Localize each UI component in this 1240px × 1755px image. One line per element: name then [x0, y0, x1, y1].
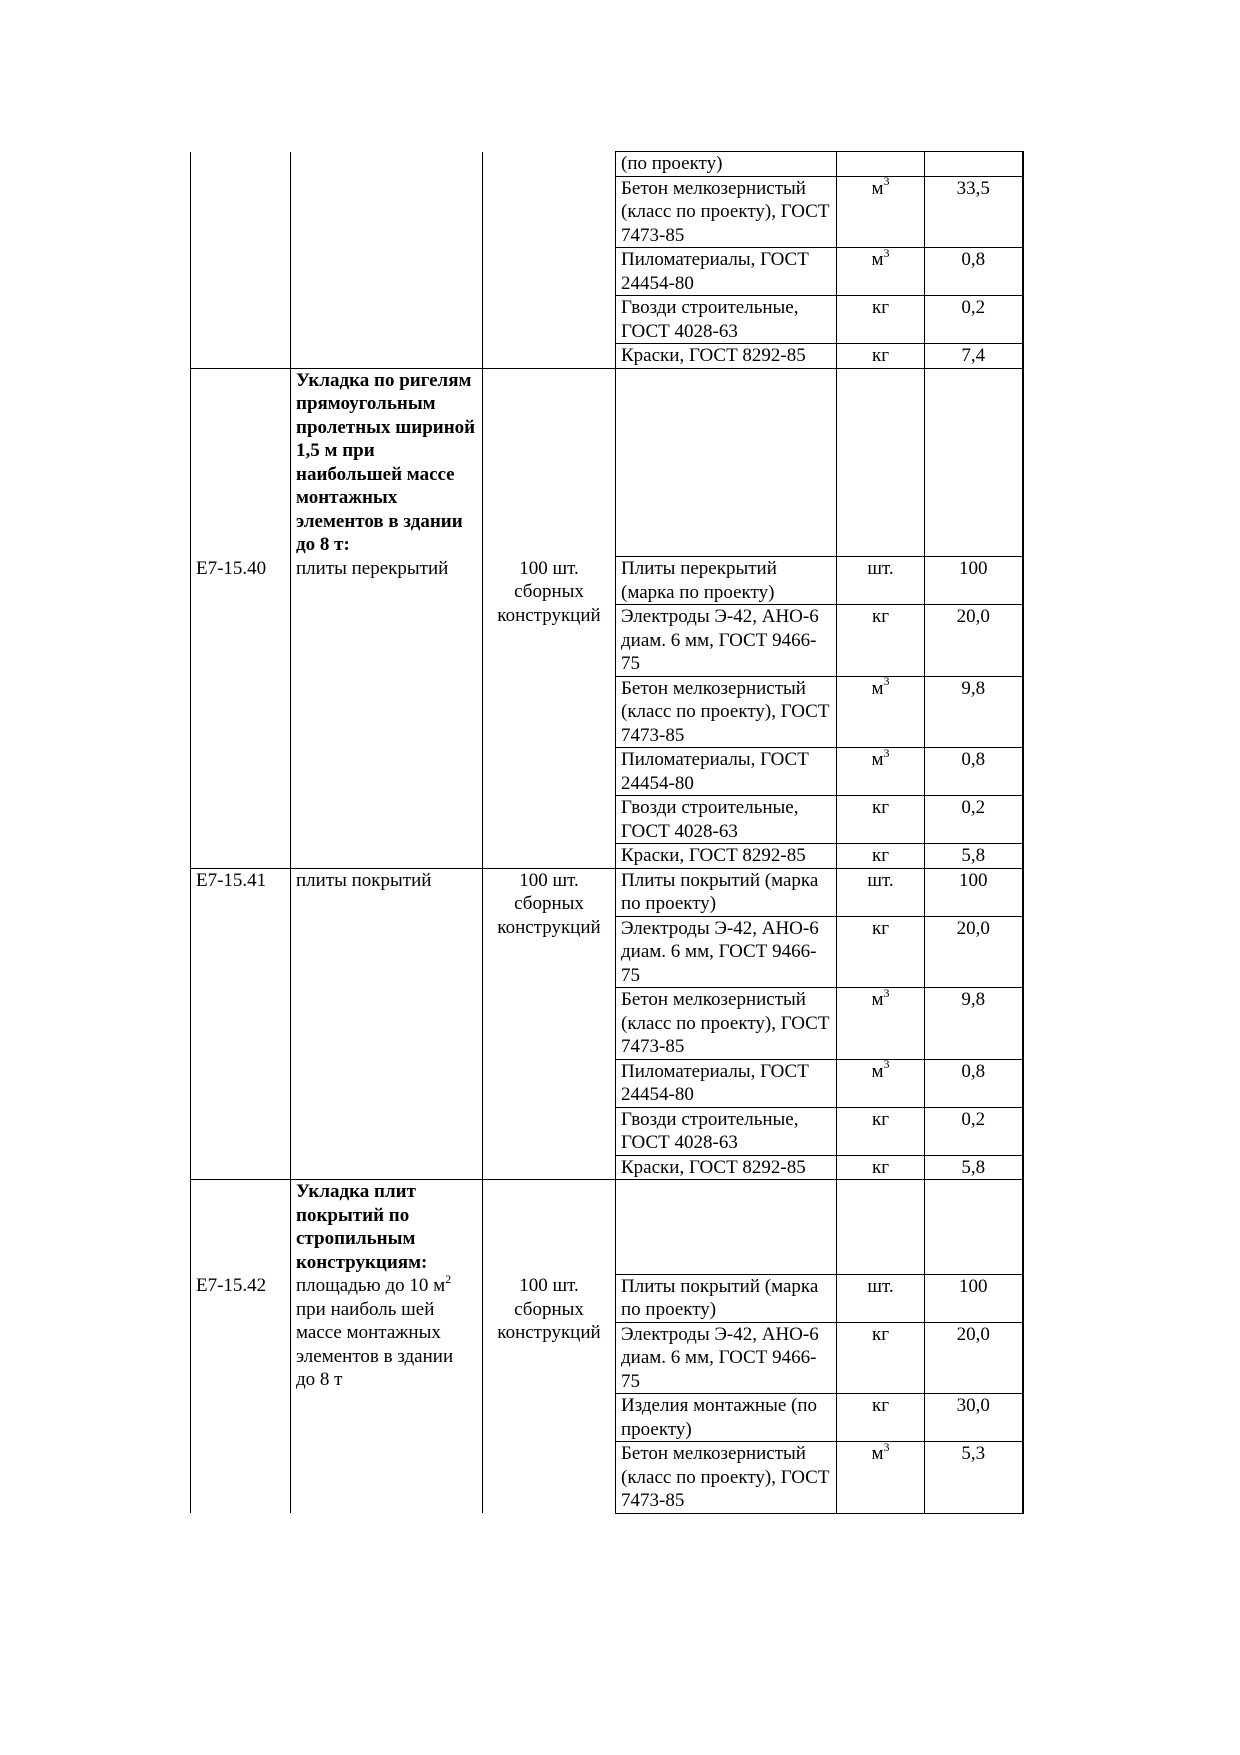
work-name-cell [291, 152, 483, 369]
qty-cell [925, 152, 1023, 177]
qty-cell: 0,2 [925, 1107, 1023, 1155]
unit-cell: шт. [837, 1274, 925, 1322]
meter-cell: 100 шт. сборных конструкций [483, 868, 616, 1180]
work-name-cell: площадью до 10 $м^2$ при наиболь шей массе монтажных элементов в здании до 8 т [291, 1274, 483, 1513]
meter-cell [483, 152, 616, 369]
qty-cell: 30,0 [925, 1394, 1023, 1442]
qty-cell: 20,0 [925, 605, 1023, 677]
unit-cell: кг [837, 605, 925, 677]
qty-cell: 0,2 [925, 796, 1023, 844]
unit-cell: $м^3$ [837, 1059, 925, 1107]
unit-cell: кг [837, 916, 925, 988]
section-heading: Укладка по ригелям прямоугольным пролетных шириной 1,5 м при наибольшей массе монтажных элементов в здании до 8 т: [291, 368, 483, 557]
table-row [191, 1274, 1023, 1322]
material-cell: (по проекту) [616, 152, 837, 177]
unit-cell: $м^3$ [837, 676, 925, 748]
section-heading: Укладка плит покрытий по стропильным конструкциям: [291, 1180, 483, 1275]
code-cell: Е7-15.42 [191, 1274, 291, 1513]
material-cell: Электроды Э-42, АНО-6 диам. 6 мм, ГОСТ 9466-75 [616, 605, 837, 677]
meter-cell: 100 шт. сборных конструкций [483, 1274, 616, 1513]
table-row [191, 152, 1023, 177]
qty-cell: 7,4 [925, 344, 1023, 369]
qty-cell: 33,5 [925, 176, 1023, 248]
material-cell: Гвозди строительные, ГОСТ 4028-63 [616, 296, 837, 344]
unit-cell: кг [837, 296, 925, 344]
unit-cell: кг [837, 1155, 925, 1180]
code-cell: Е7-15.41 [191, 868, 291, 1180]
material-cell: Краски, ГОСТ 8292-85 [616, 344, 837, 369]
qty-cell: 9,8 [925, 676, 1023, 748]
unit-cell: кг [837, 1322, 925, 1394]
unit-cell: шт. [837, 557, 925, 605]
material-cell: Изделия монтажные (по проекту) [616, 1394, 837, 1442]
unit-cell: кг [837, 1394, 925, 1442]
material-cell: Плиты перекрытий (марка по проекту) [616, 557, 837, 605]
material-cell: Плиты покрытий (марка по проекту) [616, 868, 837, 916]
material-cell: Бетон мелкозернистый (класс по проекту), ГОСТ 7473-85 [616, 988, 837, 1060]
code-cell [191, 368, 291, 557]
unit-cell: кг [837, 344, 925, 369]
unit-cell: кг [837, 1107, 925, 1155]
unit-cell: $м^3$ [837, 748, 925, 796]
norms-table [190, 151, 1024, 1514]
material-cell: Плиты покрытий (марка по проекту) [616, 1274, 837, 1322]
qty-cell: 0,8 [925, 248, 1023, 296]
material-cell: Бетон мелкозернистый (класс по проекту), ГОСТ 7473-85 [616, 1442, 837, 1514]
material-cell: Электроды Э-42, АНО-6 диам. 6 мм, ГОСТ 9466-75 [616, 1322, 837, 1394]
material-cell: Электроды Э-42, АНО-6 диам. 6 мм, ГОСТ 9466-75 [616, 916, 837, 988]
qty-cell: 0,2 [925, 296, 1023, 344]
qty-cell: 9,8 [925, 988, 1023, 1060]
code-cell [191, 152, 291, 369]
unit-cell [837, 152, 925, 177]
unit-cell: $м^3$ [837, 248, 925, 296]
qty-cell: 5,8 [925, 1155, 1023, 1180]
qty-cell: 20,0 [925, 1322, 1023, 1394]
material-cell: Гвозди строительные, ГОСТ 4028-63 [616, 1107, 837, 1155]
table-row [191, 868, 1023, 916]
code-cell: Е7-15.40 [191, 557, 291, 869]
work-name-cell: плиты покрытий [291, 868, 483, 1180]
material-cell: Пиломатериалы, ГОСТ 24454-80 [616, 248, 837, 296]
qty-cell: 5,8 [925, 844, 1023, 869]
work-name-cell: плиты перекрытий [291, 557, 483, 869]
material-cell: Краски, ГОСТ 8292-85 [616, 844, 837, 869]
material-cell: Пиломатериалы, ГОСТ 24454-80 [616, 748, 837, 796]
section-heading-row [191, 1180, 1023, 1275]
qty-cell: 100 [925, 1274, 1023, 1322]
qty-cell: 100 [925, 557, 1023, 605]
unit-cell: $м^3$ [837, 176, 925, 248]
meter-cell: 100 шт. сборных конструкций [483, 557, 616, 869]
material-cell: Пиломатериалы, ГОСТ 24454-80 [616, 1059, 837, 1107]
unit-cell: $м^3$ [837, 1442, 925, 1514]
unit-cell: кг [837, 844, 925, 869]
qty-cell: 0,8 [925, 1059, 1023, 1107]
section-heading-row [191, 368, 1023, 557]
qty-cell: 100 [925, 868, 1023, 916]
qty-cell: 5,3 [925, 1442, 1023, 1514]
qty-cell: 20,0 [925, 916, 1023, 988]
material-cell: Бетон мелкозернистый (класс по проекту), ГОСТ 7473-85 [616, 176, 837, 248]
material-cell: Гвозди строительные, ГОСТ 4028-63 [616, 796, 837, 844]
qty-cell: 0,8 [925, 748, 1023, 796]
material-cell: Краски, ГОСТ 8292-85 [616, 1155, 837, 1180]
material-cell: Бетон мелкозернистый (класс по проекту), ГОСТ 7473-85 [616, 676, 837, 748]
unit-cell: $м^3$ [837, 988, 925, 1060]
unit-cell: шт. [837, 868, 925, 916]
unit-cell: кг [837, 796, 925, 844]
table-row [191, 557, 1023, 605]
